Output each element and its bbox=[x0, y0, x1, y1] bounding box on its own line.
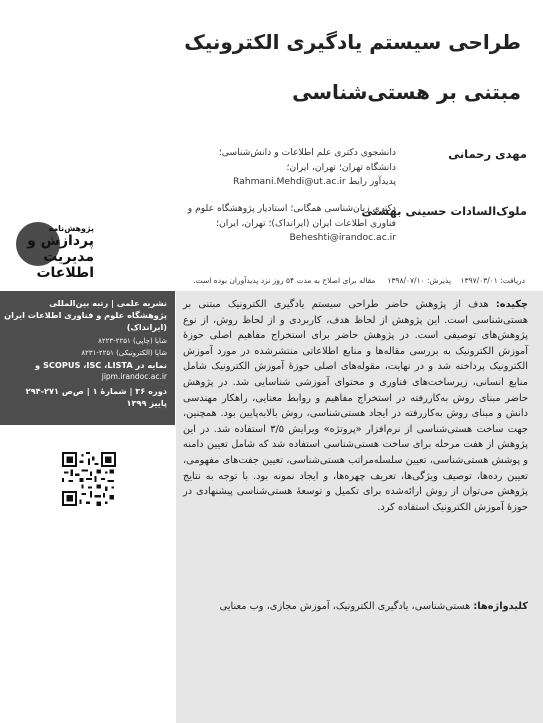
author-email-2[interactable]: Beheshti@irandoc.ac.ir bbox=[289, 232, 396, 243]
keywords-text: هستی‌شناسی، یادگیری الکترونیک، آموزش مجازی، وب معنایی bbox=[219, 601, 471, 612]
article-title-line-1: طراحی سیستم یادگیری الکترونیک bbox=[184, 30, 521, 54]
journal-publisher-abbr: (ایرانداک) bbox=[126, 322, 167, 332]
affiliation-line bbox=[166, 175, 396, 190]
journal-indexing: نمایه در SCOPUS ،ISC ،LISTA و bbox=[35, 360, 167, 370]
affiliation-line: فناوری اطلاعات ایران (ایرانداک)؛ تهران، ایران؛ bbox=[216, 217, 396, 229]
keywords-label: کلیدواژه‌ها: bbox=[473, 601, 528, 612]
revision-note: مقاله برای اصلاح به مدت ۵۴ روز نزد پدیدآوران بوده است. bbox=[193, 276, 376, 285]
journal-info-box bbox=[0, 291, 175, 425]
logo-text-line-1: پردازش و bbox=[27, 233, 94, 249]
author-email-1[interactable]: Rahmani.Mehdi@ut.ac.ir bbox=[232, 176, 346, 187]
corresponding-author-label: پدیدآور رابط bbox=[348, 176, 396, 187]
author-affiliation-2 bbox=[166, 202, 396, 246]
logo-text-line-2: مدیریت bbox=[43, 249, 94, 265]
logo-text-small: پژوهش‌نامه bbox=[48, 224, 94, 233]
author-affiliation-1 bbox=[166, 146, 396, 190]
title-block bbox=[0, 0, 543, 143]
affiliation-line: دانشگاه تهران؛ تهران، ایران؛ bbox=[286, 161, 396, 173]
abstract-body bbox=[183, 297, 528, 515]
journal-rank: نشریه علمی | رتبه بین‌المللی bbox=[49, 298, 167, 308]
qr-code-icon bbox=[62, 452, 116, 506]
accepted-date: پذیرش: ۱۳۹۸/۰۷/۱۰ bbox=[387, 276, 451, 285]
issn-print: شاپا (چاپی) ۲۲۵۱-۸۲۲۳ bbox=[98, 337, 167, 345]
journal-publisher: پژوهشگاه علوم و فناوری اطلاعات ایران bbox=[4, 310, 167, 320]
journal-season: پاییز ۱۳۹۹ bbox=[126, 398, 167, 408]
affiliation-line: دانشجوی دکتری علم اطلاعات و دانش‌شناسی؛ bbox=[218, 147, 396, 158]
logo-text-line-3: اطلاعات bbox=[36, 265, 94, 281]
author-name-2: ملوک‌السادات حسینی بهشتی bbox=[361, 204, 527, 218]
abstract-label: چکیده: bbox=[495, 299, 528, 310]
abstract-text: هدف از پژوهش حاضر طراحی سیستم یادگیری الکترونیک مبتنی بر هستی‌شناسی است. این پژوهش از لحاظ هدف، کاربردی و از لحاظ روش، از نوع پژوهش‌های توصیفی است. در پژوهش حاضر برای استخراج مفاهیم اصلی حوزۀ آموزش الکترونیک به بررسی مقاله‌ها و منابع اطلاعاتی منتشرشده در مورد آموزش الکترونیک پرداخته شد و در نهایت، مقوله‌های اصلی حوزۀ آموزش الکترونیک شامل منابع انسانی، زیرساخت‌های فناوری و محتوای آموزشی شناسایی شد. در پژوهش حاضر مبنای روش به‌کاررفته در استخراج مفاهیم و روابط معنایی، راهکار مهندسی دانش و مبنای روش به‌کاررفته در ایجاد هستی‌شناسی، روش بالا‌به‌پایین بود. همچنین، جهت ساخت هستی‌شناسی از نرم‌افزار «پروتژه» ویرایش ۳/۵ استفاده شد. در این پژوهش از هفت مرحله برای ساخت هستی‌شناسی استفاده شد که شامل تعیین دامنه و پوشش هستی‌شناسی، تعیین سلسله‌مراتب هستی‌شناسی، تعیین جفت‌های مفهومی، تعیین رده‌ها، توصیف ویژگی‌ها، تعریف چهره‌ها، و ایجاد نمونه بود. با توجه به نتایج پژوهش می‌توان از روش ارائه‌شده برای تکمیل و توسعۀ هستی‌شناسی پیشنهادی در حوزۀ آموزش الکترونیک استفاده کرد. bbox=[183, 299, 528, 513]
received-date: دریافت: ۱۳۹۷/۰۳/۰۱ bbox=[460, 276, 525, 285]
affiliation-line: دکتری زبان‌شناسی همگانی؛ استادیار پژوهشگاه علوم و bbox=[187, 203, 396, 214]
journal-logo bbox=[16, 222, 94, 284]
issn-online: شاپا (الکترونیکی) ۲۲۵۱-۸۲۳۱ bbox=[81, 349, 167, 357]
journal-website[interactable]: jipm.irandoc.ac.ir bbox=[101, 372, 167, 381]
article-dates bbox=[193, 276, 525, 285]
article-title-line-2: مبتنی بر هستی‌شناسی bbox=[292, 80, 521, 104]
abstract-panel bbox=[176, 291, 543, 723]
keywords bbox=[183, 599, 528, 615]
journal-issue: دوره ۳۶ | شمارۀ ۱ | ص‌ص ۲۷۱-۲۹۴ bbox=[25, 386, 167, 396]
author-name-1: مهدی رحمانی bbox=[448, 147, 527, 161]
